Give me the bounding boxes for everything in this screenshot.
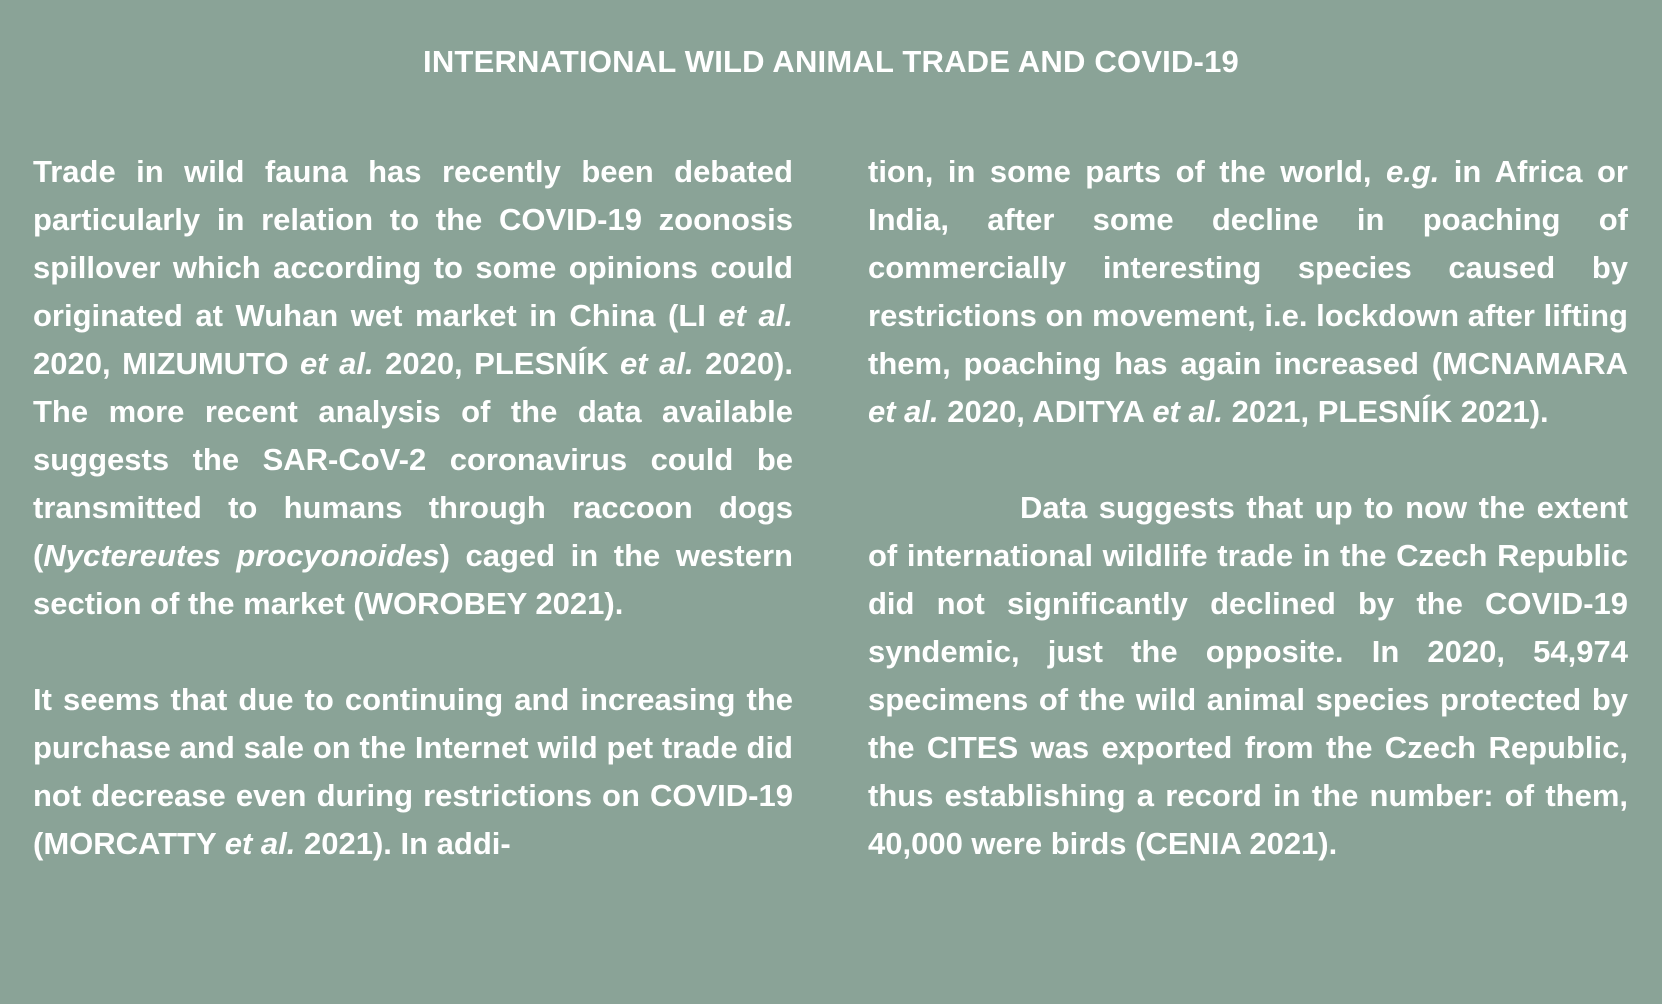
italic-run: et al.: [718, 298, 793, 333]
right-column: [868, 148, 1628, 868]
right-paragraph-1: [868, 148, 1628, 436]
text-run: 2021, PLESNÍK 2021).: [1222, 394, 1549, 429]
left-paragraph-2: [33, 676, 793, 868]
text-run: It seems that due to continuing and increasing the purchase and sale on the Internet wild pet trade did not decrease even during restrictions on COVID-19 (MORCATTY: [33, 682, 793, 861]
text-run: 2020). The more recent analysis of the data available suggests the SAR-CoV-2 coronavirus could be transmitted to humans through raccoon dogs (: [33, 346, 793, 573]
text-run: ) caged in the western section of the market (WOROBEY 2021).: [33, 538, 793, 621]
text-run: 2020, ADITYA: [938, 394, 1153, 429]
text-run: Trade in wild fauna has recently been debated particularly in relation to the COVID-19 zoonosis spillover which according to some opinions could originated at Wuhan wet market in China (LI: [33, 154, 793, 333]
text-run: Data suggests that up to now the extent of international wildlife trade in the Czech Republic did not significantly declined by the COVID-19 syndemic, just the opposite. In 2020, 54,974 specimens of the wild animal species protected by the CITES was exported from the Czech Republic, thus establishing a record in the number: of them, 40,000 were birds (CENIA 2021).: [868, 490, 1628, 861]
right-paragraph-2: [868, 484, 1628, 868]
italic-run: e.g.: [1385, 154, 1440, 189]
text-run: in Africa or India, after some decline in poaching of commercially interesting species caused by restrictions on movement, i.e. lockdown after lifting them, poaching has again increased (MCNAMARA: [868, 154, 1628, 381]
italic-run: Nyctereutes procyonoides: [43, 538, 440, 573]
left-paragraph-1: [33, 148, 793, 628]
italic-run: et al.: [1152, 394, 1223, 429]
text-run: tion, in some parts of the world,: [868, 154, 1386, 189]
box-title: INTERNATIONAL WILD ANIMAL TRADE AND COVID-19: [423, 44, 1239, 79]
italic-run: et al.: [620, 346, 694, 381]
text-run: 2020, PLESNÍK: [373, 346, 621, 381]
text-run: 2021). In addi-: [295, 826, 511, 861]
italic-run: et al.: [224, 826, 296, 861]
italic-run: et al.: [868, 394, 939, 429]
text-run: 2020, MIZUMUTO: [33, 346, 301, 381]
italic-run: et al.: [300, 346, 374, 381]
left-column: [33, 148, 793, 868]
